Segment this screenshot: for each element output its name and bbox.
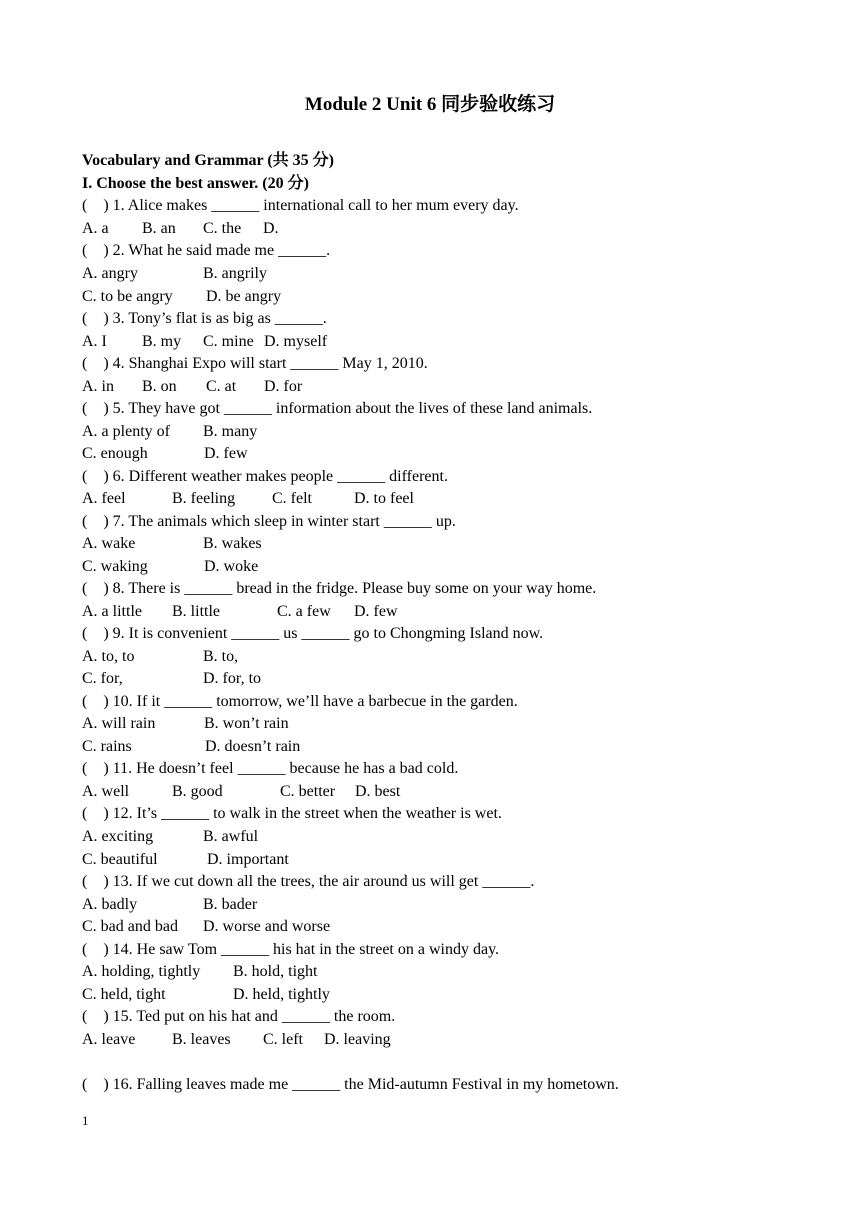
options-row [82,736,301,758]
options-row [82,646,239,668]
question-stem: ( ) 16. Falling leaves made me ______ the Mid-autumn Festival in my hometown. [82,1076,619,1093]
option-c: C. bad and bad [82,918,178,935]
options-row [82,849,289,871]
options-row [82,263,267,285]
options-row [82,533,262,555]
option-b: B. feeling [172,490,236,507]
option-d: D. important [207,851,289,868]
question-stem: ( ) 4. Shanghai Expo will start ______ May 1, 2010. [82,355,428,372]
option-a: A. angry [82,265,138,282]
options-row [82,826,259,848]
options-row [82,556,259,578]
part-heading: I. Choose the best answer. (20 分) [82,175,309,192]
question-stem: ( ) 3. Tony’s flat is as big as ______. [82,310,327,327]
option-b: B. to, [203,648,239,665]
option-b: B. an [142,220,176,237]
option-a: A. well [82,783,130,800]
option-c: C. held, tight [82,986,166,1003]
options-row [82,601,398,623]
page-number: 1 [82,1113,89,1128]
options-row [82,421,258,443]
question-stem: ( ) 7. The animals which sleep in winter start ______ up. [82,513,456,530]
option-c: C. to be angry [82,288,173,305]
option-b: B. on [142,378,177,395]
option-c: C. for, [82,670,123,687]
options-row [82,916,331,938]
option-d: D. to feel [354,490,414,507]
option-b: B. awful [203,828,259,845]
option-d: D. held, tightly [233,986,330,1003]
option-b: B. won’t rain [204,715,289,732]
option-d: D. for, to [203,670,262,687]
option-a: A. a plenty of [82,423,170,440]
option-d: D. [263,220,279,237]
option-c: C. felt [272,490,312,507]
options-row [82,668,262,690]
section-heading: Vocabulary and Grammar (共 35 分) [82,152,335,169]
option-a: A. exciting [82,828,154,845]
option-d: D. worse and worse [203,918,331,935]
option-d: D. woke [204,558,259,575]
option-b: B. little [172,603,220,620]
options-row [82,984,330,1006]
option-b: B. angrily [203,265,267,282]
options-row [82,894,258,916]
option-a: A. I [82,333,107,350]
option-c: C. beautiful [82,851,158,868]
option-a: A. to, to [82,648,135,665]
option-a: A. wake [82,535,136,552]
option-b: B. bader [203,896,258,913]
option-c: C. at [206,378,237,395]
question-stem: ( ) 8. There is ______ bread in the fridge. Please buy some on your way home. [82,580,597,597]
option-c: C. mine [203,333,254,350]
option-d: D. few [204,445,248,462]
options-row [82,713,289,735]
options-row [82,443,248,465]
question-stem: ( ) 2. What he said made me ______. [82,242,331,259]
question-stem: ( ) 11. He doesn’t feel ______ because he has a bad cold. [82,760,459,777]
option-d: D. myself [264,333,328,350]
option-d: D. for [264,378,303,395]
option-c: C. the [203,220,242,237]
options-row [82,376,303,398]
options-row [82,488,414,510]
page-title: Module 2 Unit 6 同步验收练习 [304,94,556,115]
question-stem: ( ) 9. It is convenient ______ us ______ go to Chongming Island now. [82,625,544,642]
option-a: A. a little [82,603,142,620]
options-row [82,781,401,803]
option-a: A. a [82,220,109,237]
option-a: A. holding, tightly [82,963,201,980]
option-b: B. hold, tight [233,963,318,980]
option-c: C. rains [82,738,132,755]
option-a: A. badly [82,896,138,913]
question-stem: ( ) 15. Ted put on his hat and ______ the room. [82,1008,396,1025]
option-d: D. be angry [206,288,282,305]
options-row [82,961,318,983]
question-stem: ( ) 10. If it ______ tomorrow, we’ll have a barbecue in the garden. [82,693,518,710]
option-d: D. few [354,603,398,620]
option-a: A. feel [82,490,126,507]
option-c: C. better [280,783,336,800]
option-b: B. wakes [203,535,262,552]
option-d: D. doesn’t rain [205,738,301,755]
option-c: C. a few [277,603,331,620]
option-b: B. leaves [172,1031,231,1048]
question-stem: ( ) 13. If we cut down all the trees, the air around us will get ______. [82,873,535,890]
option-c: C. enough [82,445,148,462]
option-b: B. many [203,423,258,440]
question-stem: ( ) 14. He saw Tom ______ his hat in the street on a windy day. [82,941,500,958]
option-a: A. in [82,378,114,395]
question-stem: ( ) 6. Different weather makes people ______ different. [82,468,448,485]
options-row [82,1029,391,1051]
option-b: B. good [172,783,223,800]
question-stem: ( ) 5. They have got ______ information about the lives of these land animals. [82,400,593,417]
option-d: D. best [355,783,401,800]
option-b: B. my [142,333,182,350]
option-a: A. leave [82,1031,136,1048]
option-a: A. will rain [82,715,156,732]
options-row [82,331,328,353]
question-stem: ( ) 1. Alice makes ______ international call to her mum every day. [82,197,519,214]
options-row [82,218,279,240]
question-stem: ( ) 12. It’s ______ to walk in the street when the weather is wet. [82,805,502,822]
option-c: C. left [263,1031,303,1048]
option-c: C. waking [82,558,148,575]
option-d: D. leaving [324,1031,391,1048]
options-row [82,286,282,308]
